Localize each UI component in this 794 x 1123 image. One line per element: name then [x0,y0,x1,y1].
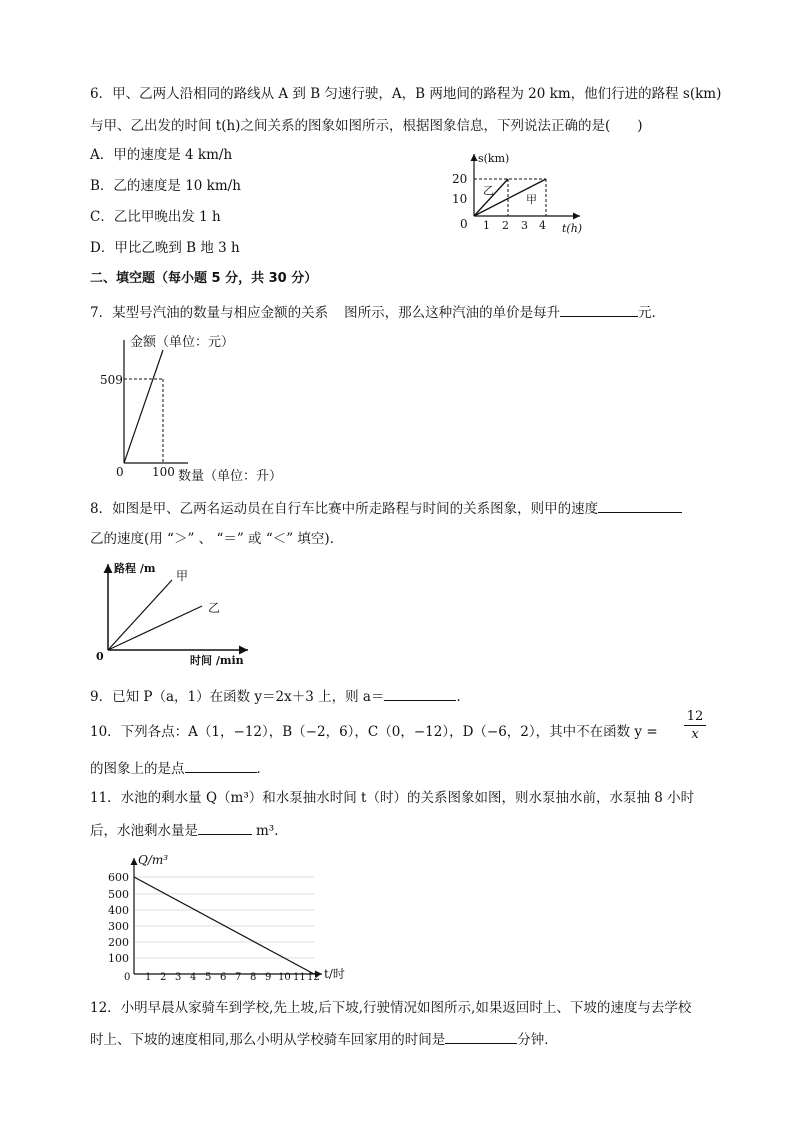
q11-ytick-600: 600 [108,871,129,884]
q8-label-jia: 甲 [176,569,189,583]
q11-ylabel: Q/m³ [138,853,169,867]
q10-text-a: 的图象上的是点 [90,761,185,777]
q11-stem-line1: 11．水池的剩水量 Q（m³）和水泵抽水时间 t（时）的关系图象如图，则水泵抽水前，水泵抽 8 小时 [90,790,695,806]
q11-xtick-2: 2 [160,972,167,982]
q10-text-b: ． [256,761,270,777]
q6-option-c: C．乙比甲晚出发 1 h [90,209,221,225]
q8-answer-blank[interactable] [598,498,682,513]
q11-xtick-7: 7 [235,972,242,982]
q6-option-d: D．甲比乙晚到 B 地 3 h [90,240,240,256]
q10-fraction [684,708,706,743]
q9-answer-blank[interactable] [384,686,456,701]
q11-text-b: m³． [256,823,288,839]
q10-frac-num: 12 [684,708,706,726]
q12-stem-line1: 12．小明早晨从家骑车到学校,先上坡,后下坡,行驶情况如图所示,如果返回时上、下坡的速度与去学校 [90,1000,692,1016]
q11-yticks [108,871,129,965]
q11-ytick-400: 400 [108,904,129,917]
q11-xtick-8: 8 [250,972,257,982]
q6-origin: 0 [460,217,468,231]
q6-label-yi: 乙 [483,184,494,197]
q6-option-a: A．甲的速度是 4 km/h [90,147,233,163]
q6-xtick-3: 3 [521,219,528,232]
q7-text-b: 图所示，那么这种汽油的单价是每升 [344,305,561,321]
section-2-heading: 二、填空题（每小题 5 分，共 30 分） [90,271,318,286]
q11-xtick-4: 4 [190,972,197,982]
q7-ylabel: 金额（单位：元） [130,335,235,350]
q11-ytick-500: 500 [108,888,129,901]
q6-xtick-4: 4 [539,219,546,232]
q7-xlabel: 数量（单位：升） [178,469,283,484]
q11-ytick-200: 200 [108,936,129,949]
q8-line-jia [108,580,172,650]
q11-xtick-3: 3 [175,972,182,982]
q6-graph [450,148,590,238]
q11-text-a: 后，水池剩水量是 [90,823,198,839]
q7-answer-blank[interactable] [560,302,638,317]
q6-stem-line1: 6．甲、乙两人沿相同的路线从 A 到 B 匀速行驶，A，B 两地间的路程为 20 km，他们行进的路程 s(km) [90,86,722,102]
q8-stem-line2: 乙的速度(用 “＞” 、 “＝” 或 “＜” 填空)． [90,531,344,547]
q11-xtick-10: 10 [278,972,291,982]
q6-xlabel: t(h) [562,222,583,235]
q11-xtick-12: 12 [307,972,320,982]
q6-label-jia: 甲 [526,193,537,206]
q7-xtick-100: 100 [152,465,175,479]
q11-xtick-1: 1 [145,972,152,982]
q8-xlabel: 时间 /min [190,654,244,667]
q6-option-b: B．乙的速度是 10 km/h [90,178,241,194]
q7-ytick-509: 509 [100,373,123,387]
q11-stem-line2 [90,820,288,841]
q9-stem [90,686,470,707]
q10-stem-line2 [90,758,270,779]
q8-text-1: 8．如图是甲、乙两名运动员在自行车比赛中所走路程与时间的关系图象，则甲的速度 [90,501,599,517]
q8-origin: 0 [96,650,104,663]
q8-ylabel: 路程 /m [114,562,156,575]
q10-answer-blank[interactable] [185,758,257,773]
q6-stem-line2: 与甲、乙出发的时间 t(h)之间关系的图象如图所示，根据图象信息，下列说法正确的是( ) [90,118,643,134]
q6-xtick-2: 2 [502,219,509,232]
q6-ylabel: s(km) [478,152,510,165]
q7-line [124,350,163,463]
q12-stem-line2 [90,1029,558,1050]
q10-frac-den: x [691,727,699,742]
q7-stem [90,302,665,323]
q10-stem-line1: 10．下列各点：A（1，−12），B（−2，6），C（0，−12），D（−6，2），其中不在函数 y = [90,724,658,740]
q11-graph [100,852,360,982]
q11-line [134,877,314,974]
q11-grid [134,877,314,958]
q8-graph [90,560,260,670]
q11-xtick-9: 9 [265,972,272,982]
q7-graph [100,328,300,488]
q6-ytick-10: 10 [452,192,468,206]
q12-text-b: 分钟． [517,1032,558,1048]
q7-text-c: 元． [638,305,666,321]
q12-text-a: 时上、下坡的速度相同,那么小明从学校骑车回家用的时间是 [90,1032,446,1048]
q8-line-yi [108,606,202,650]
q6-ytick-20: 20 [452,172,468,186]
q11-xlabel: t/时 [324,967,345,981]
q11-ytick-300: 300 [108,920,129,933]
q11-answer-blank[interactable] [198,820,252,835]
q11-ytick-100: 100 [108,952,129,965]
q9-text-b: ． [456,689,470,705]
q11-xtick-6: 6 [220,972,227,982]
q12-answer-blank[interactable] [445,1029,517,1044]
q7-origin: 0 [116,465,124,479]
q7-text-a: 7．某型号汽油的数量与相应金额的关系 [90,305,329,321]
q11-xtick-5: 5 [205,972,212,982]
q8-label-yi: 乙 [208,601,221,615]
q6-xtick-1: 1 [483,219,490,232]
q11-origin: 0 [124,972,131,982]
q9-text-a: 9．已知 P（a，1）在函数 y＝2x＋3 上，则 a＝ [90,689,385,705]
q8-stem-line1 [90,498,682,519]
q11-xtick-11: 11 [293,972,306,982]
